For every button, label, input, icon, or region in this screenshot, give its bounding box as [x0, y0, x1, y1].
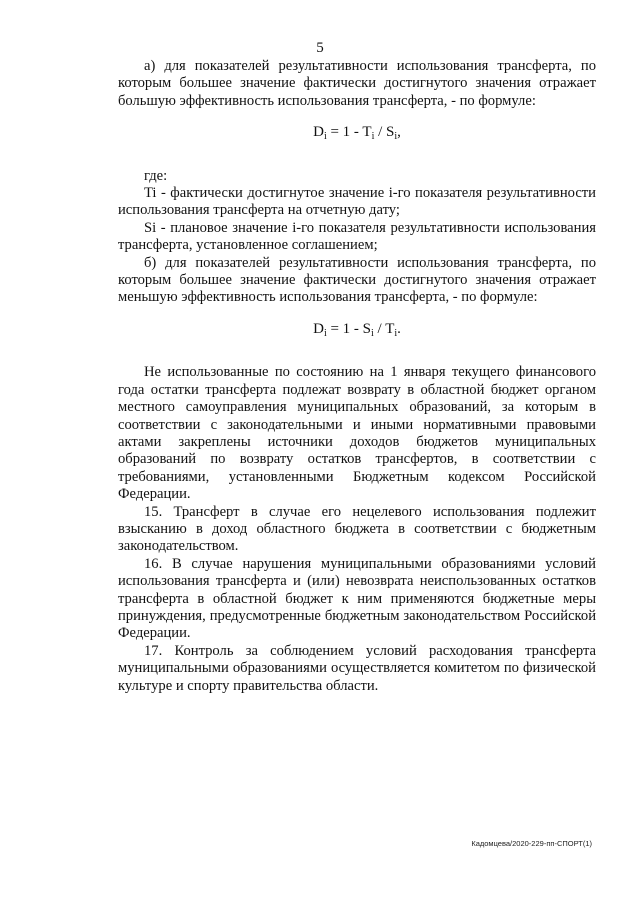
- paragraph-16: 16. В случае нарушения муниципальными образованиями условий использования трансферта и (или) невозврата неиспользованных остатков трансферта в областной бюджет к ним применяются бюджетные меры принуждения, предусмотренные бюджетным законодательством Российской Федерации.: [118, 555, 596, 642]
- paragraph-return: Не использованные по состоянию на 1 января текущего финансового года остатки трансферта подлежат возврату в областной бюджет органом местного самоуправления муниципальных образований, за которым в соответствии с законодательными и иными нормативными правовыми актами закреплены источники доходов бюджетов муниципальных образований по возврату остатков трансфертов, в соответствии с требованиями, установленными Бюджетным кодексом Российской Федерации.: [118, 364, 596, 503]
- formula-1: $D_i = 1 - T_i / S_i$,: [313, 124, 401, 143]
- paragraph-15: 15. Трансферт в случае его нецелевого использования подлежит взысканию в доход областного бюджета в соответствии с бюджетным законодательством.: [118, 503, 596, 555]
- footer-reference: Кадомцева/2020-229-пп-СПОРТ(1): [471, 839, 592, 848]
- document-body: [118, 58, 596, 695]
- formula-2: $D_i = 1 - S_i / T_i$.: [313, 320, 401, 339]
- si-definition: Si - плановое значение i-го показателя результативности использования трансферта, установленное соглашением;: [118, 219, 596, 254]
- paragraph-b-intro: б) для показателей результативности использования трансферта, по которым большее значение фактически достигнутого значения отражает меньшую эффективность использования трансферта, - по формуле:: [118, 254, 596, 306]
- page-number: 5: [316, 40, 324, 56]
- paragraph-a-intro: а) для показателей результативности использования трансферта, по которым большее значение фактически достигнутого значения отражает большую эффективность использования трансферта, - по формуле:: [118, 58, 596, 109]
- paragraph-17: 17. Контроль за соблюдением условий расходования трансферта муниципальными образованиями осуществляется комитетом по физической культуре и спорту правительства области.: [118, 642, 596, 694]
- ti-definition: Ti - фактически достигнутое значение i-го показателя результативности использования трансферта на отчетную дату;: [118, 185, 596, 219]
- where-label: где:: [144, 167, 168, 184]
